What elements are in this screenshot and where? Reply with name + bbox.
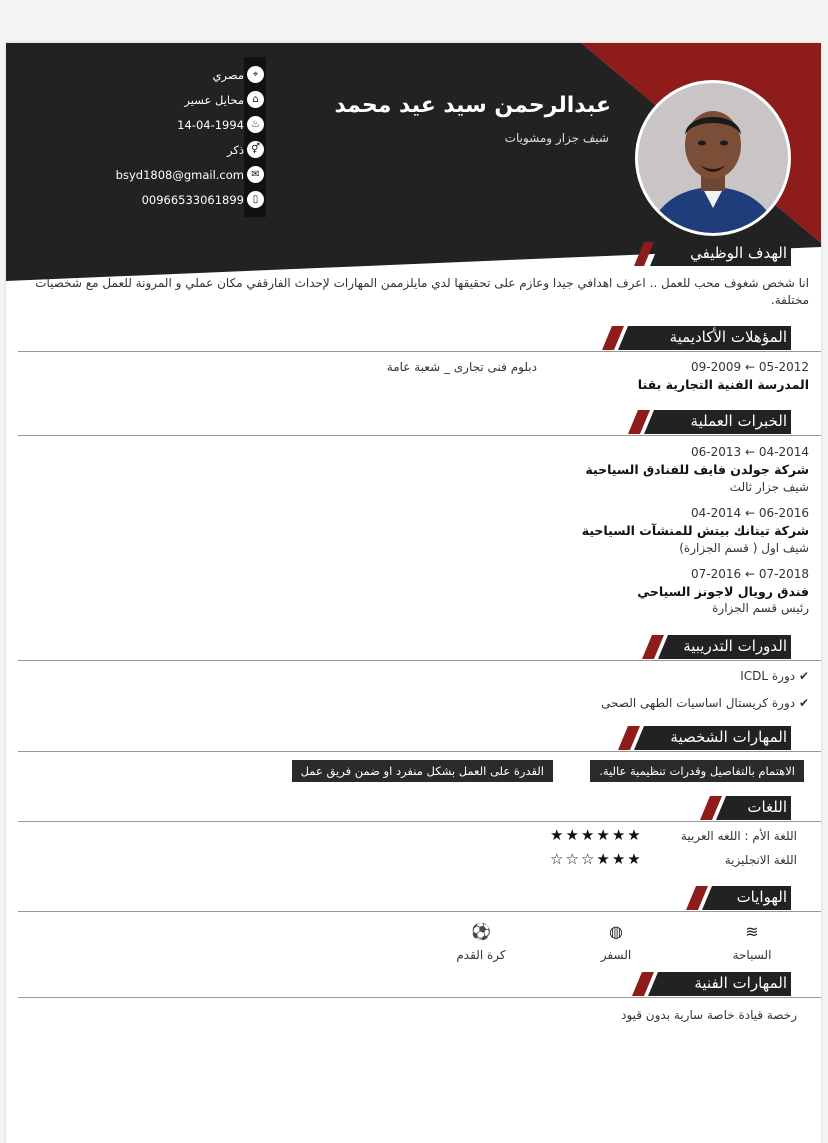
section-title: الخبرات العملية bbox=[690, 412, 787, 430]
skill-chip: القدرة على العمل بشكل منفرد او ضمن فريق عمل bbox=[292, 760, 553, 782]
star-filled-icon: ★ bbox=[627, 850, 643, 868]
candidate-title: شيف جزار ومشويات bbox=[504, 131, 609, 145]
star-filled-icon: ★ bbox=[580, 826, 597, 844]
section-title: المؤهلات الأكاديمية bbox=[669, 328, 787, 346]
language-label: اللغة الانجليزية bbox=[724, 853, 797, 867]
language-rating-stars bbox=[550, 850, 643, 868]
location-icon: ⌖ bbox=[247, 66, 264, 83]
contact-email[interactable] bbox=[106, 162, 264, 187]
birthday-cake-icon: ♨ bbox=[247, 116, 264, 133]
section-experience-header bbox=[6, 410, 821, 436]
hobby-label: السفر bbox=[600, 948, 632, 962]
contact-text: 14-04-1994 bbox=[177, 117, 244, 132]
course-label: دورة ICDL bbox=[740, 669, 796, 683]
globe-travel-icon: ◍ bbox=[609, 922, 623, 941]
star-filled-icon: ★ bbox=[611, 850, 628, 868]
contact-text[interactable]: bsyd1808@gmail.com bbox=[115, 167, 244, 182]
star-filled-icon: ★ bbox=[596, 826, 612, 844]
section-title: الهوايات bbox=[736, 888, 787, 906]
objective-text: انا شخص شغوف محب للعمل .. اعرف اهدافي جيدا وعازم على تحقيقها لدي مايلزممن المهارات لإحداث الفارقفي مكان عملي و المرونة للعمل مع شخصيات مختلفة. bbox=[35, 276, 809, 307]
hobby-item bbox=[576, 922, 656, 962]
section-objective-header bbox=[6, 242, 821, 268]
course-item bbox=[601, 696, 809, 710]
section-courses-header bbox=[6, 635, 821, 661]
contact-text[interactable]: 00966533061899 bbox=[141, 192, 244, 207]
star-filled-icon: ★ bbox=[611, 826, 628, 844]
language-label: اللغة الأم : اللغه العربية bbox=[680, 829, 797, 843]
gender-icon: ⚥ bbox=[247, 141, 264, 158]
tech-skill-text: رخصة قيادة خاصة سارية بدون قيود bbox=[621, 1008, 797, 1022]
contact-address bbox=[106, 87, 264, 112]
phone-icon: ▯ bbox=[247, 191, 264, 208]
experience-date: 06-2013 ← 04-2014 bbox=[691, 445, 809, 459]
section-personal-skills-header bbox=[6, 726, 821, 752]
language-rating-stars bbox=[550, 826, 643, 844]
check-icon: ✔ bbox=[798, 669, 809, 683]
check-icon: ✔ bbox=[798, 696, 809, 710]
contact-gender bbox=[106, 137, 264, 162]
section-tech-skills-header bbox=[6, 972, 821, 998]
section-title: الدورات التدريبية bbox=[683, 637, 787, 655]
star-filled-icon: ★ bbox=[550, 826, 566, 844]
hobby-item bbox=[712, 922, 792, 962]
hobby-label: السباحة bbox=[732, 948, 772, 962]
candidate-name: عبدالرحمن سيد عيد محمد bbox=[334, 93, 611, 118]
star-filled-icon: ★ bbox=[627, 826, 643, 844]
personal-skills-chips bbox=[6, 760, 821, 782]
star-empty-icon: ☆ bbox=[580, 850, 597, 868]
experience-company: فندق رويال لاجونز السياحي bbox=[637, 584, 809, 599]
section-education-header bbox=[6, 326, 821, 352]
skill-chip: الاهتمام بالتفاصيل وقدرات تنظيمية عالية. bbox=[590, 760, 804, 782]
education-date: 09-2009 ← 05-2012 bbox=[691, 360, 809, 374]
course-item bbox=[740, 669, 809, 683]
profile-photo bbox=[635, 80, 791, 236]
contact-text: محايل عسير bbox=[184, 92, 244, 107]
experience-date: 07-2016 ← 07-2018 bbox=[691, 567, 809, 581]
experience-role: شيف اول ( قسم الجزارة) bbox=[679, 541, 809, 555]
soccer-ball-icon: ⚽ bbox=[471, 922, 491, 941]
experience-role: رئيس قسم الجزارة bbox=[712, 601, 809, 615]
experience-role: شيف جزار ثالث bbox=[729, 480, 809, 494]
education-degree: دبلوم فنى تجارى _ شعبة عامة bbox=[386, 360, 537, 374]
star-filled-icon: ★ bbox=[565, 826, 581, 844]
swimming-icon: ≋ bbox=[745, 922, 759, 941]
section-title: المهارات الشخصية bbox=[670, 728, 787, 746]
experience-company: شركة تيتانك بيتش للمنشآت السياحية bbox=[581, 523, 809, 538]
experience-date: 04-2014 ← 06-2016 bbox=[691, 506, 809, 520]
contact-birthdate bbox=[106, 112, 264, 137]
section-title: المهارات الفنية bbox=[694, 974, 787, 992]
section-title: اللغات bbox=[747, 798, 787, 816]
section-languages-header bbox=[6, 796, 821, 822]
course-label: دورة كريستال اساسيات الطهى الصحى bbox=[601, 696, 796, 710]
education-institution: المدرسة الفنية التجارية بقنا bbox=[637, 377, 809, 392]
email-icon: ✉ bbox=[247, 166, 264, 183]
star-filled-icon: ★ bbox=[596, 850, 612, 868]
contact-nationality bbox=[106, 62, 264, 87]
contact-text: ذكر bbox=[227, 142, 244, 157]
hobby-label: كرة القدم bbox=[456, 948, 506, 962]
contact-list bbox=[106, 62, 264, 212]
star-empty-icon: ☆ bbox=[565, 850, 581, 868]
star-empty-icon: ☆ bbox=[550, 850, 566, 868]
contact-text: مصري bbox=[212, 67, 244, 82]
section-hobbies-header bbox=[6, 886, 821, 912]
resume-page bbox=[6, 43, 821, 1143]
hobby-item bbox=[441, 922, 521, 962]
section-title: الهدف الوظيفي bbox=[690, 244, 787, 262]
contact-phone[interactable] bbox=[106, 187, 264, 212]
home-icon: ⌂ bbox=[247, 91, 264, 108]
experience-company: شركة جولدن فايف للفنادق السياحية bbox=[585, 462, 809, 477]
